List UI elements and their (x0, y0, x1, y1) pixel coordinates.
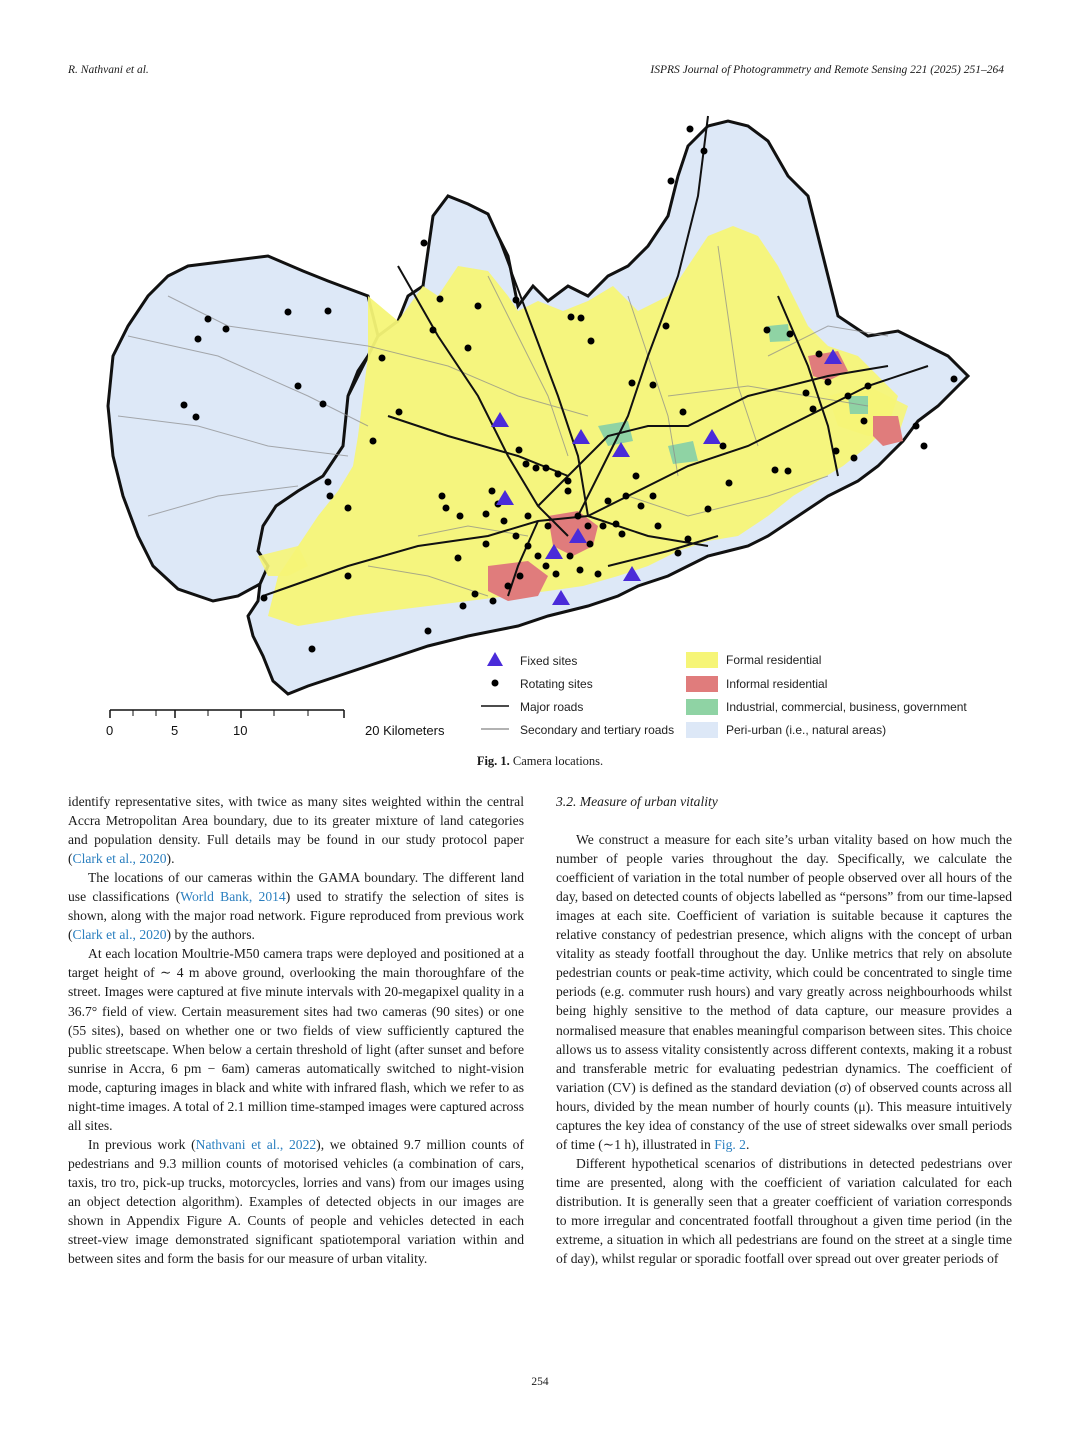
fixed-site-legend-icon (487, 652, 503, 666)
formal-residential-swatch (686, 652, 718, 668)
right-paragraph-1: We construct a measure for each site’s urban vitality based on how much the number of people varies throughout the day. Specifically, we calculate the coefficient of variation in the total number of people observed over all hours of the day, based on detected counts of objects labelled as “persons” from our time-lapsed images at each site. Coefficient of variation is suitable because it captures the relative constancy of pedestrian presence, which aligns with the concept of urban vitality as steady footfall throughout the day. Unlike metrics that rely on absolute pedestrian counts or peak-time activity, which could be concentrated to single time periods (e.g. commuter rush hours) and vary greatly across neighbourhoods whilst being highly sensitive to the method of data capture, our measure provides a normalised measure that enables meaningful comparison between sites. This choice allows us to assess vitality consistently across different contexts, making it a robust and transferable metric for evaluating pedestrian dynamics. The coefficient of variation (CV) is defined as the standard deviation (σ) of observed counts across all hours, divided by the mean number of hourly counts (μ). This measure intuitively captures the key idea of constancy of the use of street sidewalks over small periods of time (∼1 h), illustrated in Fig. 2. (556, 832, 1012, 1152)
left-paragraph-2: The locations of our cameras within the GAMA boundary. The different land use classifications (World Bank, 2014) used to stratify the selection of sites is shown, along with the major road network. Figure reproduced from previous work (Clark et al., 2020) by the authors. (68, 870, 524, 943)
figure-caption-text: Camera locations. (509, 754, 604, 768)
scale-label-10: 10 (233, 723, 248, 738)
legend-industrial: Industrial, commercial, business, government (726, 700, 967, 714)
page-number: 254 (531, 1376, 549, 1388)
header-journal: ISPRS Journal of Photogrammetry and Remote Sensing 221 (2025) 251–264 (650, 64, 1004, 76)
section-heading: 3.2. Measure of urban vitality (556, 794, 718, 809)
citation-world-bank-2014[interactable]: World Bank, 2014 (180, 889, 286, 905)
figure-2-link[interactable]: Fig. 2 (714, 1136, 746, 1152)
peri-urban-swatch (686, 722, 718, 738)
left-paragraph-1: identify representative sites, with twice as many sites weighted within the central Accra Metropolitan Area boundary, due to its greater mixture of land categories and population density. Full details may be found in our study protocol paper (Clark et al., 2020). (68, 794, 524, 867)
legend-peri-urban: Peri-urban (i.e., natural areas) (726, 723, 887, 737)
left-column (68, 792, 524, 1268)
camera-locations-map (68, 96, 1012, 751)
legend-rotating-sites: Rotating sites (520, 677, 593, 691)
figure-caption (0, 754, 1080, 769)
industrial-swatch (686, 699, 718, 715)
legend-fixed-sites: Fixed sites (520, 654, 578, 668)
running-header (68, 64, 1004, 82)
left-paragraph-3: At each location Moultrie-M50 camera traps were deployed and positioned at a target height of ∼ 4 m above ground, overlooking the main thoroughfare of the street. Images were captured at five minute intervals with 20-megapixel quality in a 36.7° field of view. Certain measurement sites had two cameras (90 sites) or one (55 sites), based on whether one or two fields of view sufficiently captured the public streetscape. When below a certain threshold of light (after sunset and before sunrise in Accra, 6 pm − 6am) cameras automatically switched to night-vision mode, capturing images in black and white with infrared flash, which we refer to as night-time images. A total of 2.1 million time-stamped images were captured across all sites. (68, 946, 524, 1133)
citation-clark-2020[interactable]: Clark et al., 2020 (72, 851, 167, 867)
header-authors: R. Nathvani et al. (68, 64, 149, 76)
citation-clark-2020-b[interactable]: Clark et al., 2020 (72, 927, 167, 943)
right-paragraph-2: Different hypothetical scenarios of distributions in detected pedestrians over time are presented, along with the coefficient of variation calculated for each distribution. It is generally seen that a greater coefficient of variation corresponds to more irregular and concentrated footfall throughout a given time period (in the extreme, a situation in which all pedestrians are found on the street at a single time of day), whilst regular or sporadic footfall over spread out over greater periods of (556, 1155, 1012, 1267)
legend-secondary-roads: Secondary and tertiary roads (520, 723, 675, 737)
citation-nathvani-2022[interactable]: Nathvani et al., 2022 (195, 1136, 317, 1152)
scale-label-5: 5 (171, 723, 179, 738)
legend-formal-residential: Formal residential (726, 653, 822, 667)
legend-informal-residential: Informal residential (726, 677, 828, 691)
figure-caption-label: Fig. 1. (476, 754, 510, 768)
right-column (556, 792, 1012, 1268)
scale-label-20: 20 Kilometers (365, 723, 445, 738)
scale-bar (106, 710, 445, 738)
scale-label-0: 0 (106, 723, 114, 738)
left-paragraph-4: In previous work (Nathvani et al., 2022), we obtained 9.7 million counts of pedestrians and 9.3 million counts of motorised vehicles (a combination of cars, taxis, tro tro, pick-up trucks, motorcycles, lorries and vans) from our images using an object detection algorithm). Examples of detected objects in our images are shown in Appendix Figure A. Counts of people and vehicles detected in each street-view image demonstrated significant spatiotemporal variation within and between sites and form the basis for our measure of urban vitality. (68, 1136, 524, 1267)
map-legend (481, 652, 967, 738)
legend-major-roads: Major roads (520, 700, 584, 714)
rotating-site-legend-icon (492, 680, 499, 687)
informal-residential-swatch (686, 676, 718, 692)
